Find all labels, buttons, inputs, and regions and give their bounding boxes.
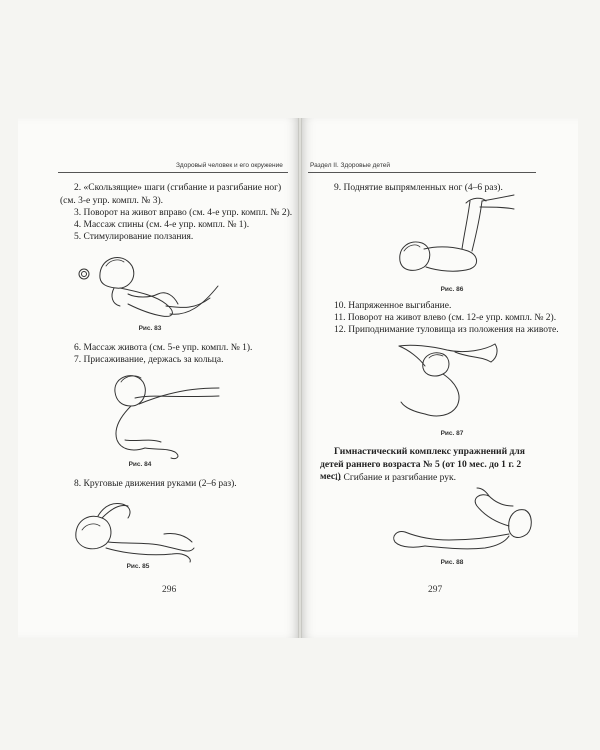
left-item-7: 7. Присаживание, держась за кольца. (74, 355, 224, 365)
caption-fig-84: Рис. 84 (128, 461, 152, 468)
complex-5-heading: Гимнастический комплекс упражнений для детей раннего возраста № 5 (от 10 мес. до 1 г. 2 мес.) (320, 446, 525, 482)
left-item-3: 3. Поворот на живот вправо (см. 4-е упр. компл. № 2). (74, 208, 293, 218)
book-gutter (298, 118, 302, 638)
right-header-rule (308, 172, 536, 173)
figure-87-arch-illustration (395, 340, 525, 428)
right-item-10: 10. Напряженное выгибание. (334, 301, 452, 311)
caption-fig-83: Рис. 83 (138, 325, 162, 332)
right-item-9: 9. Поднятие выпрямленных ног (4–6 раз). (334, 183, 503, 193)
right-item-12: 12. Приподнимание туловища из положения на животе. (334, 325, 559, 335)
figure-88-arm-flexion-illustration (385, 486, 535, 558)
caption-fig-85: Рис. 85 (126, 563, 150, 570)
left-item-4: 4. Массаж спины (см. 4-е упр. компл. № 1). (74, 220, 250, 230)
caption-fig-87: Рис. 87 (440, 430, 464, 437)
figure-86-leg-raise-illustration (390, 195, 515, 287)
left-item-6: 6. Массаж живота (см. 5-е упр. компл. № 1). (74, 343, 253, 353)
caption-fig-88: Рис. 88 (440, 559, 464, 566)
figure-83-crawling-illustration (70, 248, 220, 323)
right-item-11: 11. Поворот на живот влево (см. 12-е упр. компл. № 2). (334, 313, 557, 323)
right-page-number: 297 (428, 585, 443, 595)
caption-fig-86: Рис. 86 (440, 286, 464, 293)
right-running-head: Раздел II. Здоровые детей (310, 162, 390, 169)
left-page-number: 296 (162, 585, 177, 595)
left-item-2: 2. «Скользящие» шаги (сгибание и разгибание ног) (см. 3-е упр. компл. № 3). (60, 183, 282, 206)
left-header-rule (58, 172, 288, 173)
left-item-5: 5. Стимулирование ползания. (74, 232, 194, 242)
figure-85-arm-circles-illustration (72, 492, 222, 562)
right-item-1-arm-flexion: 1. Сгибание и разгибание рук. (334, 473, 456, 483)
left-running-head: Здоровый человек и его окружение (176, 162, 283, 169)
left-item-8: 8. Круговые движения руками (2–6 раз). (74, 479, 237, 489)
figure-84-sitting-up-illustration (95, 368, 220, 460)
